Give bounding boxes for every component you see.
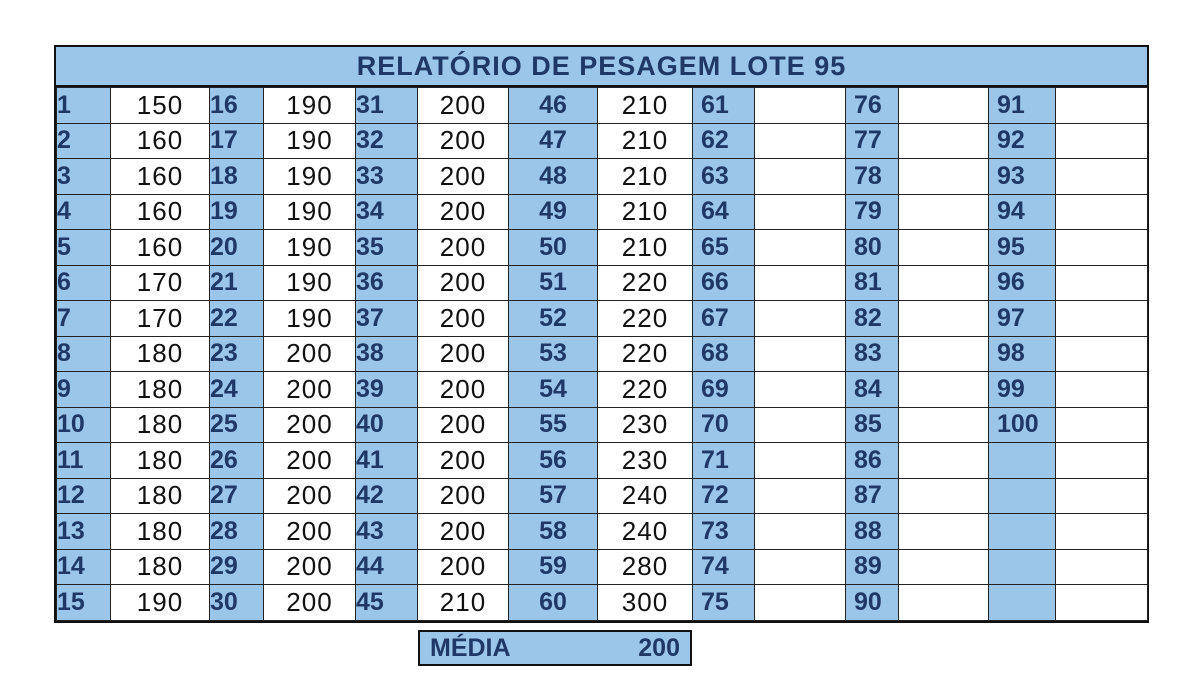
weight-cell: 200 xyxy=(418,407,509,443)
animal-number-cell: 32 xyxy=(356,123,418,159)
weight-cell: 200 xyxy=(264,585,356,621)
animal-number-cell: 50 xyxy=(509,230,598,266)
weight-cell xyxy=(1056,585,1148,621)
average-box xyxy=(418,630,692,666)
weight-cell: 200 xyxy=(418,372,509,408)
animal-number-cell: 2 xyxy=(57,123,111,159)
weight-cell: 170 xyxy=(111,301,210,337)
weight-cell: 180 xyxy=(111,443,210,479)
weight-cell: 200 xyxy=(418,336,509,372)
weight-cell: 200 xyxy=(264,443,356,479)
weight-cell xyxy=(755,514,846,550)
animal-number-cell: 26 xyxy=(210,443,264,479)
weight-cell: 190 xyxy=(264,159,356,195)
animal-number-cell: 57 xyxy=(509,478,598,514)
animal-number-cell: 19 xyxy=(210,194,264,230)
animal-number-cell: 9 xyxy=(57,372,111,408)
weight-cell: 300 xyxy=(598,585,693,621)
animal-number-cell: 99 xyxy=(989,372,1056,408)
animal-number-cell: 72 xyxy=(693,478,755,514)
animal-number-cell xyxy=(989,585,1056,621)
weight-cell xyxy=(899,194,989,230)
animal-number-cell: 70 xyxy=(693,407,755,443)
weight-cell xyxy=(899,301,989,337)
weight-cell: 210 xyxy=(418,585,509,621)
weight-cell xyxy=(1056,336,1148,372)
animal-number-cell: 83 xyxy=(846,336,899,372)
weight-cell xyxy=(899,372,989,408)
weight-cell: 160 xyxy=(111,123,210,159)
animal-number-cell: 1 xyxy=(57,88,111,124)
weight-cell: 200 xyxy=(264,372,356,408)
table-row xyxy=(57,230,1148,266)
animal-number-cell: 78 xyxy=(846,159,899,195)
weight-cell xyxy=(1056,372,1148,408)
animal-number-cell: 24 xyxy=(210,372,264,408)
weight-cell: 200 xyxy=(418,301,509,337)
table-row xyxy=(57,265,1148,301)
weight-cell xyxy=(755,123,846,159)
animal-number-cell: 47 xyxy=(509,123,598,159)
animal-number-cell: 41 xyxy=(356,443,418,479)
table-row xyxy=(57,443,1148,479)
animal-number-cell: 18 xyxy=(210,159,264,195)
animal-number-cell: 36 xyxy=(356,265,418,301)
animal-number-cell: 39 xyxy=(356,372,418,408)
animal-number-cell: 91 xyxy=(989,88,1056,124)
weight-cell: 200 xyxy=(264,549,356,585)
average-label: MÉDIA xyxy=(430,633,511,662)
weight-cell: 200 xyxy=(264,514,356,550)
weighing-table xyxy=(56,87,1148,621)
animal-number-cell: 80 xyxy=(846,230,899,266)
animal-number-cell: 14 xyxy=(57,549,111,585)
animal-number-cell: 62 xyxy=(693,123,755,159)
animal-number-cell: 74 xyxy=(693,549,755,585)
animal-number-cell: 35 xyxy=(356,230,418,266)
animal-number-cell: 58 xyxy=(509,514,598,550)
weight-cell: 200 xyxy=(418,194,509,230)
weight-cell xyxy=(899,88,989,124)
animal-number-cell: 75 xyxy=(693,585,755,621)
weight-cell xyxy=(755,372,846,408)
weight-cell xyxy=(755,478,846,514)
weight-cell: 190 xyxy=(264,123,356,159)
animal-number-cell: 40 xyxy=(356,407,418,443)
weight-cell xyxy=(1056,514,1148,550)
animal-number-cell xyxy=(989,514,1056,550)
weight-cell: 200 xyxy=(418,265,509,301)
animal-number-cell: 45 xyxy=(356,585,418,621)
animal-number-cell: 61 xyxy=(693,88,755,124)
animal-number-cell: 88 xyxy=(846,514,899,550)
weight-cell: 190 xyxy=(264,230,356,266)
animal-number-cell: 42 xyxy=(356,478,418,514)
weight-cell: 190 xyxy=(264,265,356,301)
weight-cell xyxy=(755,230,846,266)
animal-number-cell: 52 xyxy=(509,301,598,337)
animal-number-cell: 30 xyxy=(210,585,264,621)
animal-number-cell: 77 xyxy=(846,123,899,159)
weight-cell xyxy=(1056,194,1148,230)
animal-number-cell: 60 xyxy=(509,585,598,621)
weight-cell: 240 xyxy=(598,478,693,514)
animal-number-cell: 23 xyxy=(210,336,264,372)
animal-number-cell: 11 xyxy=(57,443,111,479)
weight-cell xyxy=(755,336,846,372)
weight-cell: 210 xyxy=(598,123,693,159)
weight-cell xyxy=(755,265,846,301)
weight-cell: 200 xyxy=(418,443,509,479)
animal-number-cell: 31 xyxy=(356,88,418,124)
weight-cell: 180 xyxy=(111,514,210,550)
animal-number-cell: 20 xyxy=(210,230,264,266)
weight-cell: 160 xyxy=(111,159,210,195)
table-row xyxy=(57,478,1148,514)
animal-number-cell: 76 xyxy=(846,88,899,124)
weight-cell xyxy=(899,336,989,372)
weight-cell: 200 xyxy=(418,549,509,585)
animal-number-cell: 10 xyxy=(57,407,111,443)
weight-cell xyxy=(755,549,846,585)
weight-cell: 200 xyxy=(264,336,356,372)
table-row xyxy=(57,585,1148,621)
weight-cell xyxy=(1056,88,1148,124)
animal-number-cell: 33 xyxy=(356,159,418,195)
weight-cell: 220 xyxy=(598,265,693,301)
weight-cell xyxy=(1056,159,1148,195)
animal-number-cell: 90 xyxy=(846,585,899,621)
weight-cell: 220 xyxy=(598,301,693,337)
weight-cell: 190 xyxy=(264,194,356,230)
animal-number-cell: 49 xyxy=(509,194,598,230)
weight-cell xyxy=(899,123,989,159)
weight-cell: 200 xyxy=(264,407,356,443)
weight-cell: 180 xyxy=(111,549,210,585)
animal-number-cell: 87 xyxy=(846,478,899,514)
animal-number-cell: 81 xyxy=(846,265,899,301)
animal-number-cell: 34 xyxy=(356,194,418,230)
weight-cell: 190 xyxy=(264,88,356,124)
animal-number-cell: 53 xyxy=(509,336,598,372)
animal-number-cell: 46 xyxy=(509,88,598,124)
animal-number-cell: 29 xyxy=(210,549,264,585)
animal-number-cell xyxy=(989,478,1056,514)
animal-number-cell: 55 xyxy=(509,407,598,443)
weight-cell: 180 xyxy=(111,372,210,408)
animal-number-cell: 16 xyxy=(210,88,264,124)
animal-number-cell: 25 xyxy=(210,407,264,443)
animal-number-cell: 43 xyxy=(356,514,418,550)
weight-cell xyxy=(1056,549,1148,585)
animal-number-cell: 97 xyxy=(989,301,1056,337)
animal-number-cell: 44 xyxy=(356,549,418,585)
weight-cell: 190 xyxy=(264,301,356,337)
animal-number-cell: 15 xyxy=(57,585,111,621)
weight-cell xyxy=(1056,407,1148,443)
weight-cell xyxy=(1056,478,1148,514)
animal-number-cell: 95 xyxy=(989,230,1056,266)
weight-cell: 180 xyxy=(111,478,210,514)
animal-number-cell: 4 xyxy=(57,194,111,230)
weight-cell: 210 xyxy=(598,194,693,230)
table-row xyxy=(57,514,1148,550)
animal-number-cell: 79 xyxy=(846,194,899,230)
animal-number-cell: 8 xyxy=(57,336,111,372)
animal-number-cell xyxy=(989,443,1056,479)
animal-number-cell: 93 xyxy=(989,159,1056,195)
weight-cell: 150 xyxy=(111,88,210,124)
table-row xyxy=(57,159,1148,195)
weight-cell: 230 xyxy=(598,407,693,443)
animal-number-cell: 3 xyxy=(57,159,111,195)
weight-cell: 280 xyxy=(598,549,693,585)
animal-number-cell: 21 xyxy=(210,265,264,301)
weight-cell xyxy=(755,585,846,621)
table-row xyxy=(57,194,1148,230)
weight-cell xyxy=(899,230,989,266)
animal-number-cell: 100 xyxy=(989,407,1056,443)
animal-number-cell: 7 xyxy=(57,301,111,337)
weight-cell xyxy=(899,407,989,443)
animal-number-cell: 17 xyxy=(210,123,264,159)
animal-number-cell: 13 xyxy=(57,514,111,550)
weight-cell: 160 xyxy=(111,230,210,266)
animal-number-cell: 48 xyxy=(509,159,598,195)
weight-cell: 180 xyxy=(111,407,210,443)
average-value: 200 xyxy=(638,633,680,662)
animal-number-cell: 5 xyxy=(57,230,111,266)
animal-number-cell: 73 xyxy=(693,514,755,550)
weight-cell xyxy=(755,159,846,195)
weight-cell xyxy=(755,443,846,479)
animal-number-cell: 71 xyxy=(693,443,755,479)
weight-cell xyxy=(899,159,989,195)
weight-cell xyxy=(899,478,989,514)
animal-number-cell: 69 xyxy=(693,372,755,408)
animal-number-cell: 92 xyxy=(989,123,1056,159)
weight-cell xyxy=(755,301,846,337)
table-row xyxy=(57,336,1148,372)
animal-number-cell: 86 xyxy=(846,443,899,479)
animal-number-cell: 51 xyxy=(509,265,598,301)
weight-cell: 200 xyxy=(264,478,356,514)
animal-number-cell: 38 xyxy=(356,336,418,372)
animal-number-cell: 85 xyxy=(846,407,899,443)
weight-cell xyxy=(1056,265,1148,301)
weight-cell xyxy=(1056,443,1148,479)
weight-cell: 200 xyxy=(418,159,509,195)
table-row xyxy=(57,407,1148,443)
weight-cell xyxy=(1056,301,1148,337)
animal-number-cell: 63 xyxy=(693,159,755,195)
animal-number-cell xyxy=(989,549,1056,585)
weight-cell xyxy=(755,407,846,443)
animal-number-cell: 82 xyxy=(846,301,899,337)
weight-cell: 160 xyxy=(111,194,210,230)
animal-number-cell: 28 xyxy=(210,514,264,550)
weight-cell: 200 xyxy=(418,123,509,159)
weight-cell xyxy=(1056,123,1148,159)
weight-cell: 210 xyxy=(598,88,693,124)
animal-number-cell: 65 xyxy=(693,230,755,266)
animal-number-cell: 84 xyxy=(846,372,899,408)
animal-number-cell: 54 xyxy=(509,372,598,408)
weight-cell: 220 xyxy=(598,336,693,372)
table-row xyxy=(57,549,1148,585)
animal-number-cell: 66 xyxy=(693,265,755,301)
animal-number-cell: 56 xyxy=(509,443,598,479)
animal-number-cell: 12 xyxy=(57,478,111,514)
animal-number-cell: 27 xyxy=(210,478,264,514)
weight-cell xyxy=(899,514,989,550)
table-row xyxy=(57,372,1148,408)
weighing-report xyxy=(54,45,1149,623)
animal-number-cell: 6 xyxy=(57,265,111,301)
weight-cell xyxy=(899,265,989,301)
animal-number-cell: 37 xyxy=(356,301,418,337)
animal-number-cell: 89 xyxy=(846,549,899,585)
animal-number-cell: 98 xyxy=(989,336,1056,372)
weight-cell: 240 xyxy=(598,514,693,550)
weight-cell xyxy=(1056,230,1148,266)
animal-number-cell: 96 xyxy=(989,265,1056,301)
weight-cell: 200 xyxy=(418,88,509,124)
weight-cell xyxy=(755,194,846,230)
animal-number-cell: 68 xyxy=(693,336,755,372)
weight-cell xyxy=(899,585,989,621)
table-row xyxy=(57,301,1148,337)
weight-cell: 200 xyxy=(418,230,509,266)
table-row xyxy=(57,88,1148,124)
animal-number-cell: 22 xyxy=(210,301,264,337)
weight-cell: 230 xyxy=(598,443,693,479)
weight-cell xyxy=(755,88,846,124)
weight-cell: 210 xyxy=(598,230,693,266)
animal-number-cell: 67 xyxy=(693,301,755,337)
weight-cell: 190 xyxy=(111,585,210,621)
animal-number-cell: 59 xyxy=(509,549,598,585)
weight-cell: 200 xyxy=(418,514,509,550)
animal-number-cell: 64 xyxy=(693,194,755,230)
weight-cell xyxy=(899,549,989,585)
weight-cell: 220 xyxy=(598,372,693,408)
table-row xyxy=(57,123,1148,159)
weight-cell: 170 xyxy=(111,265,210,301)
weight-cell: 200 xyxy=(418,478,509,514)
weight-cell: 210 xyxy=(598,159,693,195)
animal-number-cell: 94 xyxy=(989,194,1056,230)
weight-cell: 180 xyxy=(111,336,210,372)
report-title: RELATÓRIO DE PESAGEM LOTE 95 xyxy=(56,47,1147,87)
weight-cell xyxy=(899,443,989,479)
